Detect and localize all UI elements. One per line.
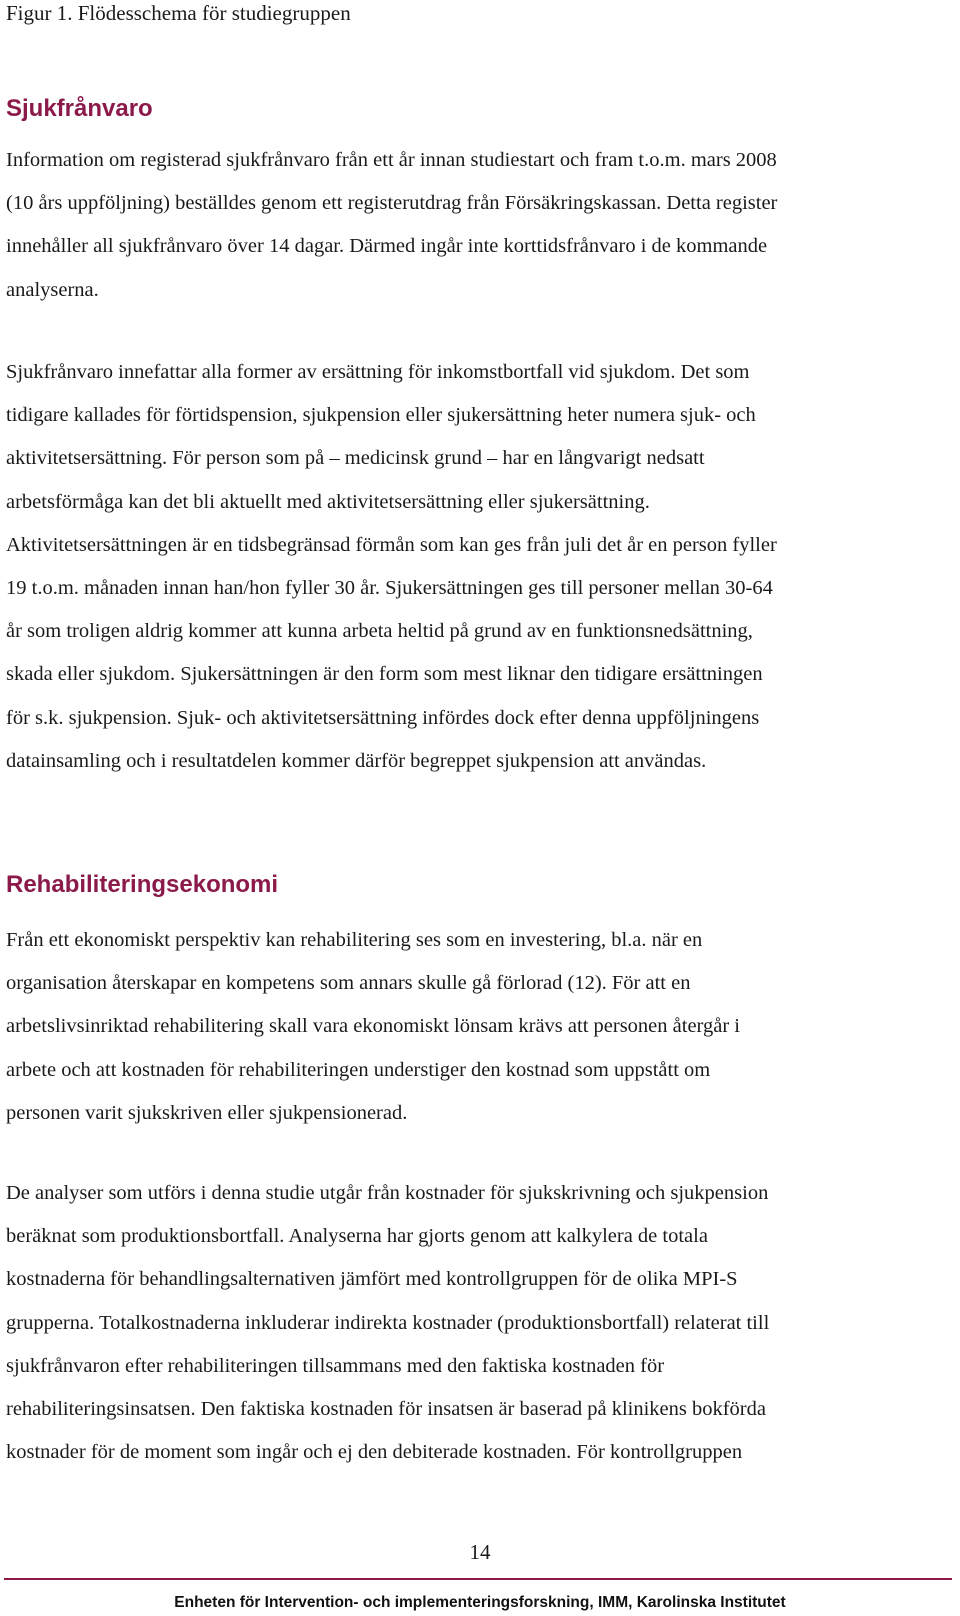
text-line: år som troligen aldrig kommer att kunna arbeta heltid på grund av en funktionsnedsättning, <box>6 620 753 643</box>
text-line: arbetsförmåga kan det bli aktuellt med aktivitetsersättning eller sjukersättning. <box>6 490 650 513</box>
text-line: personen varit sjukskriven eller sjukpensionerad. <box>6 1101 408 1124</box>
footer-divider <box>4 1578 952 1580</box>
text-line: analyserna. <box>6 278 99 301</box>
text-line: för s.k. sjukpension. Sjuk- och aktivitetsersättning infördes dock efter denna uppföljningens <box>6 706 760 729</box>
figure-caption: Figur 1. Flödesschema för studiegruppen <box>6 1 351 25</box>
paragraph-sjukfranvaro-2 <box>6 351 950 783</box>
text-line: sjukfrånvaron efter rehabiliteringen tillsammans med den faktiska kostnaden för <box>6 1354 665 1377</box>
text-line: (10 års uppföljning) beställdes genom ett registerutdrag från Försäkringskassan. Detta register <box>6 192 778 215</box>
text-line: beräknat som produktionsbortfall. Analyserna har gjorts genom att kalkylera de totala <box>6 1225 708 1248</box>
text-line: Information om registerad sjukfrånvaro från ett år innan studiestart och fram t.o.m. mars 2008 <box>6 149 777 171</box>
section-heading-sjukfranvaro: Sjukfrånvaro <box>6 95 153 122</box>
paragraph-rehab-2 <box>6 1172 950 1474</box>
text-line: rehabiliteringsinsatsen. Den faktiska kostnaden för insatsen är baserad på klinikens bokförda <box>6 1398 766 1421</box>
text-line: arbete och att kostnaden för rehabiliteringen understiger den kostnad som uppstått om <box>6 1058 711 1081</box>
text-line: tidigare kallades för förtidspension, sjukpension eller sjukersättning heter numera sjuk- och <box>6 404 756 427</box>
text-line: datainsamling och i resultatdelen kommer därför begreppet sjukpension att användas. <box>6 749 707 772</box>
section-heading-rehabiliteringsekonomi: Rehabiliteringsekonomi <box>6 871 279 898</box>
paragraph-rehab-1 <box>6 919 950 1135</box>
text-line: aktivitetsersättning. För person som på – medicinsk grund – har en långvarigt nedsatt <box>6 447 705 470</box>
text-line: arbetslivsinriktad rehabilitering skall vara ekonomiskt lönsam krävs att personen återgår i <box>6 1015 740 1038</box>
text-line: Från ett ekonomiskt perspektiv kan rehabilitering ses som en investering, bl.a. när en <box>6 929 703 951</box>
text-line: organisation återskapar en kompetens som annars skulle gå förlorad (12). För att en <box>6 972 691 995</box>
text-line: kostnaderna för behandlingsalternativen jämfört med kontrollgruppen för de olika MPI-S <box>6 1268 738 1291</box>
text-line: innehåller all sjukfrånvaro över 14 dagar. Därmed ingår inte korttidsfrånvaro i de kommande <box>6 235 768 258</box>
page-number: 14 <box>469 1540 491 1564</box>
footer-institution: Enheten för Intervention- och implementeringsforskning, IMM, Karolinska Institutet <box>174 1594 786 1611</box>
text-line: kostnader för de moment som ingår och ej den debiterade kostnaden. För kontrollgruppen <box>6 1441 743 1464</box>
paragraph-sjukfranvaro-1 <box>6 139 950 312</box>
text-line: De analyser som utförs i denna studie utgår från kostnader för sjukskrivning och sjukpension <box>6 1182 769 1204</box>
text-line: 19 t.o.m. månaden innan han/hon fyller 30 år. Sjukersättningen ges till personer mellan 30-64 <box>6 577 773 600</box>
text-line: Sjukfrånvaro innefattar alla former av ersättning för inkomstbortfall vid sjukdom. Det som <box>6 361 750 383</box>
text-line: Aktivitetsersättningen är en tidsbegränsad förmån som kan ges från juli det år en person fyller <box>6 533 777 556</box>
text-line: grupperna. Totalkostnaderna inkluderar indirekta kostnader (produktionsbortfall) relaterat till <box>6 1311 770 1334</box>
text-line: skada eller sjukdom. Sjukersättningen är den form som mest liknar den tidigare ersättningen <box>6 663 763 686</box>
